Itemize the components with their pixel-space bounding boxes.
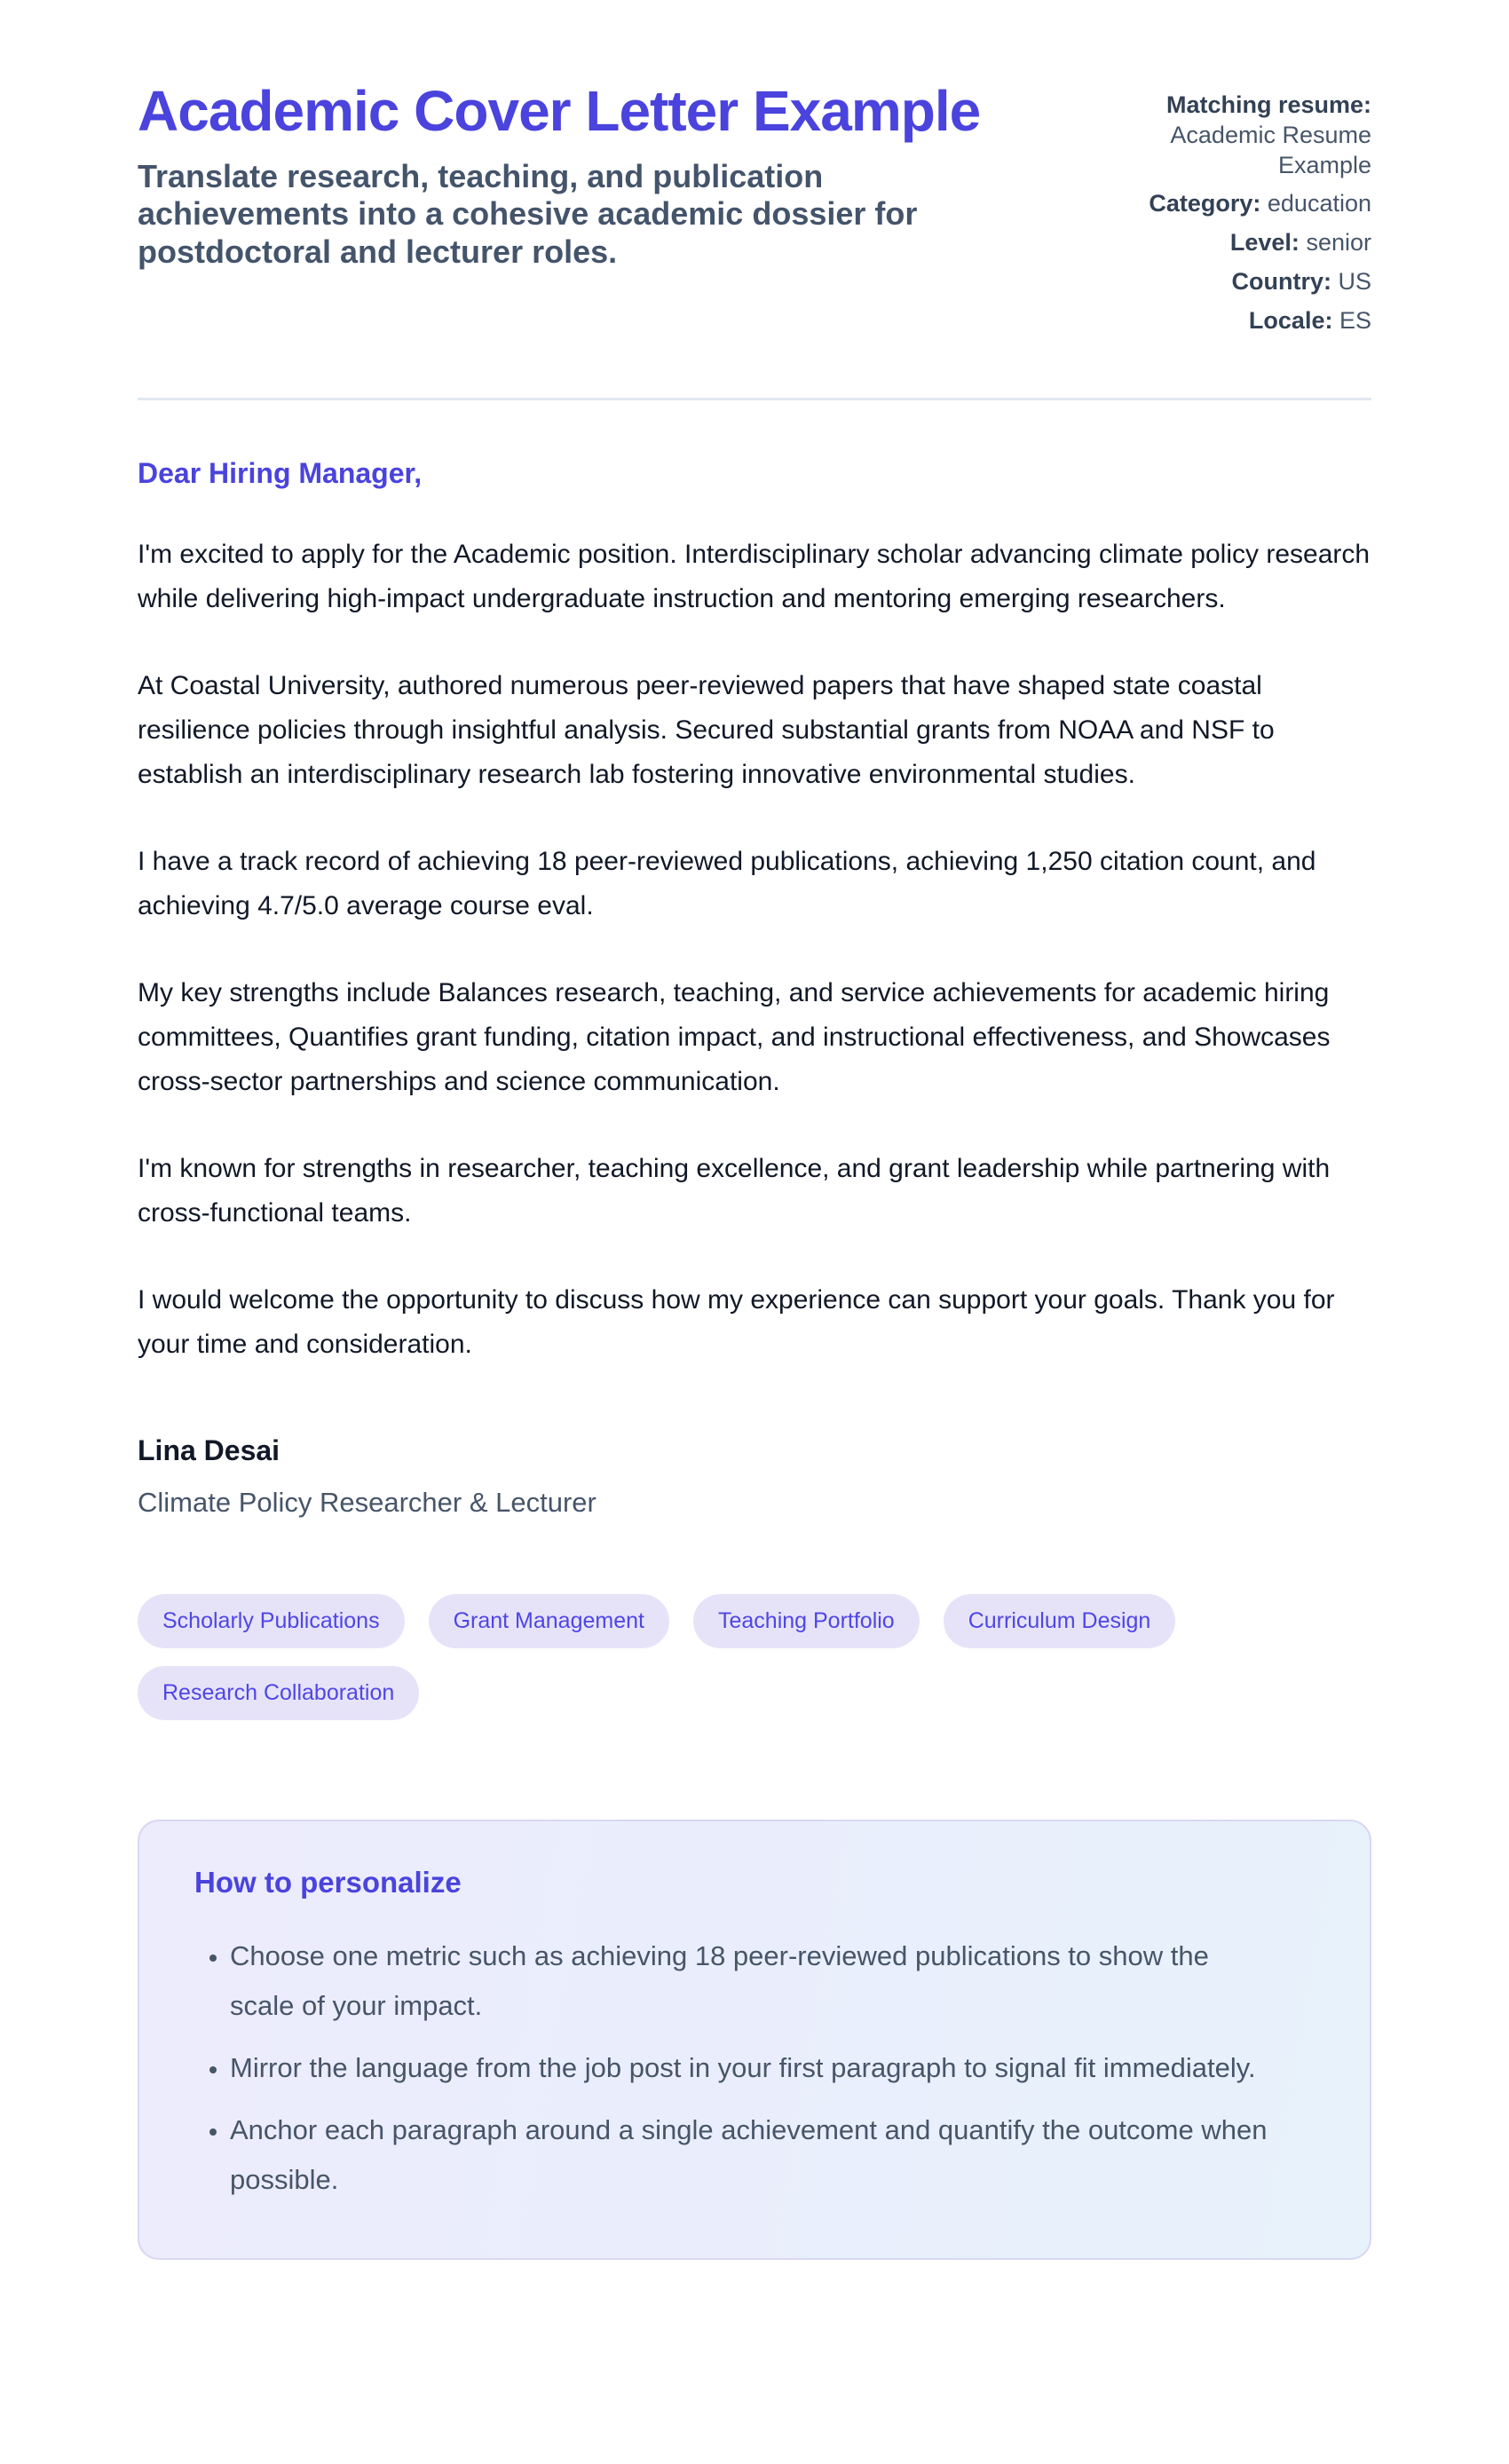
meta-category [1148,189,1371,219]
meta-label: Locale: [1248,306,1333,334]
skill-tag-list [138,1594,1371,1720]
letter-paragraph: I'm known for strengths in researcher, teaching excellence, and grant leadership while partnering with cross-functional teams. [138,1154,1331,1228]
personalize-tip: • Mirror the language from the job post in your first paragraph to signal fit immediately. [230,2043,1277,2093]
meta-value: senior [1306,229,1371,256]
signature-block [138,1434,1371,1519]
meta-locale [1148,306,1371,336]
page-header [138,80,1371,344]
cover-letter-body [138,457,1371,1519]
tag-grant-management: Grant Management [429,1594,669,1648]
page-subtitle: Translate research, teaching, and publication achievements into a cohesive academic dossier for postdoctoral and lecturer roles. [138,157,918,270]
meta-country [1148,267,1371,297]
salutation: Dear Hiring Manager, [138,457,423,490]
tag-scholarly-publications: Scholarly Publications [138,1594,405,1648]
signature-name: Lina Desai [138,1434,280,1467]
signature-title: Climate Policy Researcher & Lecturer [138,1487,596,1519]
meta-matching-resume [1148,91,1371,180]
letter-paragraph: I would welcome the opportunity to discuss how my experience can support your goals. Thank you for your time and consideration. [138,1285,1335,1360]
tag-teaching-portfolio: Teaching Portfolio [693,1594,920,1648]
meta-value: Academic Resume Example [1170,121,1371,178]
personalize-title: How to personalize [194,1866,462,1899]
letter-paragraph: I'm excited to apply for the Academic position. Interdisciplinary scholar advancing climate policy research while delivering high-impact undergraduate instruction and mentoring emerging researchers. [138,540,1371,614]
letter-paragraph: I have a track record of achieving 18 peer-reviewed publications, achieving 1,250 citation count, and achieving 4.7/5.0 average course eval. [138,847,1316,921]
header-divider [138,398,1371,400]
meta-label: Matching resume: [1165,91,1371,118]
tag-research-collaboration: Research Collaboration [138,1666,419,1720]
page-title: Academic Cover Letter Example [138,79,981,143]
meta-label: Category: [1149,190,1261,217]
meta-level [1148,228,1371,258]
header-title-block [138,80,1016,271]
meta-value: education [1267,190,1371,217]
personalize-tip: • Choose one metric such as achieving 18 peer-reviewed publications to show the scale of your impact. [230,1931,1277,2031]
meta-value: US [1338,267,1371,295]
how-to-personalize-box [138,1820,1371,2260]
meta-label: Country: [1231,267,1331,295]
resume-meta-panel [1148,91,1371,344]
letter-paragraph: At Coastal University, authored numerous peer-reviewed papers that have shaped state coastal resilience policies through insightful analysis. Secured substantial grants from NOAA and NSF to establish an interdisciplinary research lab fostering innovative environmental studies. [138,671,1275,790]
tag-curriculum-design: Curriculum Design [944,1594,1176,1648]
meta-value: ES [1339,306,1371,334]
letter-paragraph: My key strengths include Balances research, teaching, and service achievements for academic hiring committees, Quantifies grant funding, citation impact, and instructional effectiveness, and Showcases cross-sector partnerships and science communication. [138,978,1331,1097]
meta-label: Level: [1229,229,1300,256]
personalize-tip-list [194,1931,1315,2205]
personalize-tip: • Anchor each paragraph around a single achievement and quantify the outcome when possible. [230,2105,1277,2205]
